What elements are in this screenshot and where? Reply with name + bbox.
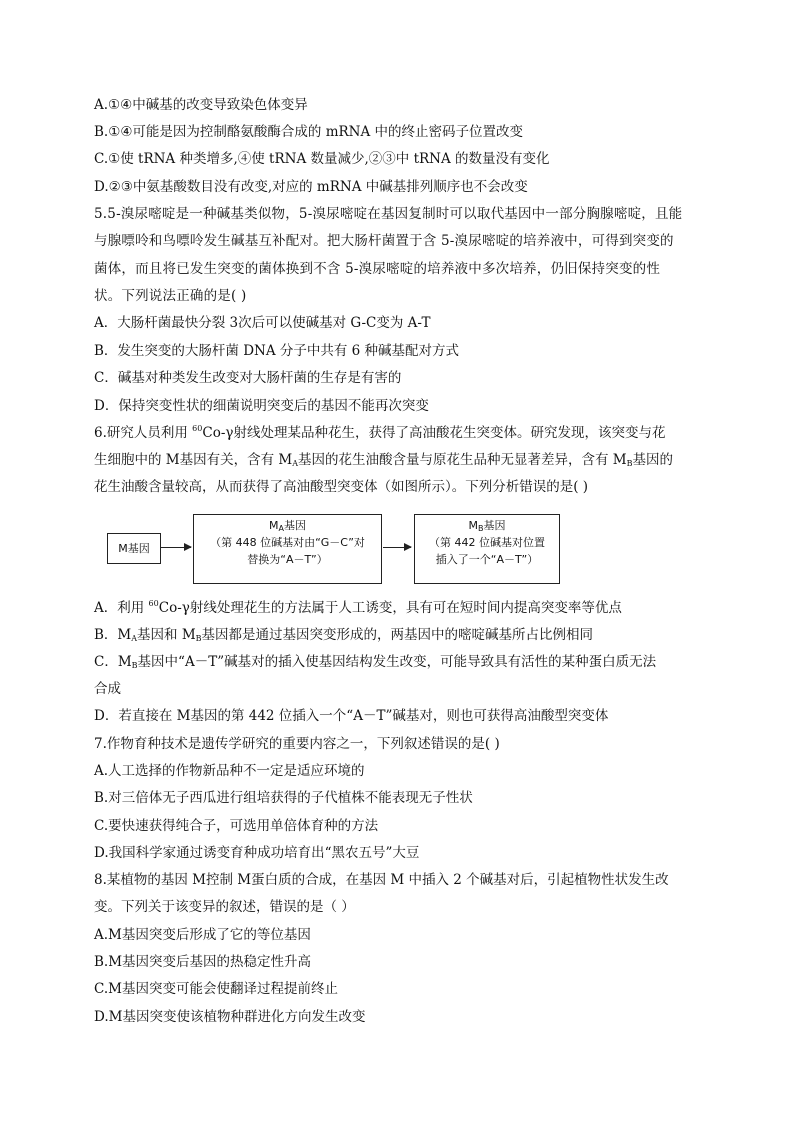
mb-gene-title xyxy=(415,517,559,534)
ma-gene-line-2: 替换为“A－T”） xyxy=(247,553,328,566)
q7-option-a: A.人工选择的作物新品种不一定是适应环境的 xyxy=(94,763,365,779)
q8-option-b: B.M基因突变后基因的热稳定性升高 xyxy=(94,954,312,970)
ma-title-sub: A xyxy=(278,524,284,533)
q7-option-d: D.我国科学家通过诱变育种成功培育出“黑农五号”大豆 xyxy=(94,845,420,861)
q6-option-c xyxy=(94,653,656,671)
q6-a-isotope: 60 xyxy=(148,599,159,608)
q7-stem: 7.作物育种技术是遗传学研究的重要内容之一，下列叙述错误的是( ) xyxy=(94,736,500,752)
q6-b-sub-a: A xyxy=(131,634,138,643)
q6-stem-2-a: 生细胞中的 M基因有关，含有 M xyxy=(94,452,293,468)
q6-stem-2-c: 基因的 xyxy=(632,452,674,468)
q5-option-c: C．碱基对种类发生改变对大肠杆菌的生存是有害的 xyxy=(94,370,402,386)
q4-option-b: B.①④可能是因为控制酪氨酸酶合成的 mRNA 中的终止密码子位置改变 xyxy=(94,124,524,140)
q6-c-b: 基因中“A－T”碱基对的插入使基因结构发生改变，可能导致具有活性的某种蛋白质无法 xyxy=(137,654,657,670)
mb-title-sub: B xyxy=(478,524,484,533)
diagram-box-mb-gene xyxy=(414,514,560,584)
q5-stem-line-3: 菌体，而且将已发生突变的菌体换到不含 5-溴尿嘧啶的培养液中多次培养，仍旧保持突变的性 xyxy=(94,261,661,277)
q6-b-c: 基因都是通过基因突变形成的，两基因中的嘧啶碱基所占比例相同 xyxy=(201,627,594,643)
ma-title-rest: 基因 xyxy=(283,519,306,532)
diagram-arrow-1 xyxy=(161,547,191,548)
q6-stem-1-pre: 6.研究人员利用 xyxy=(94,425,193,441)
q4-option-a: A.①④中碱基的改变导致染色体变异 xyxy=(94,97,308,113)
mb-title-m: M xyxy=(468,519,478,532)
q5-stem-line-2: 与腺嘌呤和鸟嘌呤发生碱基互补配对。把大肠杆菌置于含 5-溴尿嘧啶的培养液中，可得到突变的 xyxy=(94,233,674,249)
diagram-box-ma-gene xyxy=(193,514,382,584)
ma-gene-line-1: （第 448 位碱基对由“G－C”对 xyxy=(210,536,365,549)
q6-b-b: 基因和 M xyxy=(137,627,196,643)
q5-stem-line-1: 5.5-溴尿嘧啶是一种碱基类似物，5-溴尿嘧啶在基因复制时可以取代基因中一部分胸腺嘧啶，且能 xyxy=(94,206,683,222)
q6-option-b xyxy=(94,626,593,644)
q4-option-d: D.②③中氨基酸数目没有改变,对应的 mRNA 中碱基排列顺序也不会改变 xyxy=(94,179,528,195)
q6-c-a: C．M xyxy=(94,654,132,670)
q6-b-sub-b: B xyxy=(195,634,202,643)
q8-stem-line-2: 变。下列关于该变异的叙述，错误的是（ ） xyxy=(94,899,355,915)
subscript-a: A xyxy=(292,459,299,468)
q7-option-b: B.对三倍体无子西瓜进行组培获得的子代植株不能表现无子性状 xyxy=(94,790,473,806)
ma-title-m: M xyxy=(269,519,279,532)
q6-stem-line-2 xyxy=(94,451,673,469)
q6-stem-2-b: 基因的花生油酸含量与原花生品种无显著差异，含有 M xyxy=(298,452,627,468)
q6-stem-1-post: Co-γ射线处理某品种花生，获得了高油酸花生突变体。研究发现，该突变与花 xyxy=(202,425,666,441)
diagram-arrow-2 xyxy=(383,547,411,548)
isotope-mass: 60 xyxy=(192,424,203,433)
q6-stem-line-1 xyxy=(94,424,665,442)
q8-option-a: A.M基因突变后形成了它的等位基因 xyxy=(94,927,311,943)
q5-option-b: B．发生突变的大肠杆菌 DNA 分子中共有 6 种碱基配对方式 xyxy=(94,343,460,359)
q6-a-post: Co-γ射线处理花生的方法属于人工诱变，具有可在短时间内提高突变率等优点 xyxy=(158,600,622,616)
q6-c-sub-b: B xyxy=(131,661,138,670)
q5-option-d: D．保持突变性状的细菌说明突变后的基因不能再次突变 xyxy=(94,398,429,414)
q6-option-a xyxy=(94,599,622,617)
subscript-b: B xyxy=(626,459,633,468)
q6-b-a: B．M xyxy=(94,627,132,643)
q7-option-c: C.要快速获得纯合子，可选用单倍体育种的方法 xyxy=(94,818,379,834)
q5-option-a: A．大肠杆菌最快分裂 3次后可以使碱基对 G-C变为 A-T xyxy=(94,315,431,331)
mb-gene-line-1: （第 442 位碱基对位置 xyxy=(429,536,545,549)
mb-gene-line-2: 插入了一个“A－T”） xyxy=(435,553,539,566)
q8-stem-line-1: 8.某植物的基因 M控制 M蛋白质的合成，在基因 M 中插入 2 个碱基对后，引起植物性状发生改 xyxy=(94,872,669,888)
q4-option-c: C.①使 tRNA 种类增多,④使 tRNA 数量减少,②③中 tRNA 的数量没有变化 xyxy=(94,151,550,167)
q6-a-pre: A．利用 xyxy=(94,600,149,616)
q8-option-c: C.M基因突变可能会使翻译过程提前终止 xyxy=(94,981,338,997)
q5-stem-line-4: 状。下列说法正确的是( ) xyxy=(94,288,247,304)
q6-option-d: D．若直接在 M基因的第 442 位插入一个“A－T”碱基对，则也可获得高油酸型突变体 xyxy=(94,708,609,724)
q6-option-c-cont: 合成 xyxy=(94,681,121,697)
diagram-box-m-gene: M基因 xyxy=(107,533,161,564)
q8-option-d: D.M基因突变使该植物种群进化方向发生改变 xyxy=(94,1009,366,1025)
mb-title-rest: 基因 xyxy=(483,519,506,532)
q6-stem-line-3: 花生油酸含量较高，从而获得了高油酸型突变体（如图所示）。下列分析错误的是( ) xyxy=(94,479,589,495)
ma-gene-title xyxy=(194,517,381,534)
